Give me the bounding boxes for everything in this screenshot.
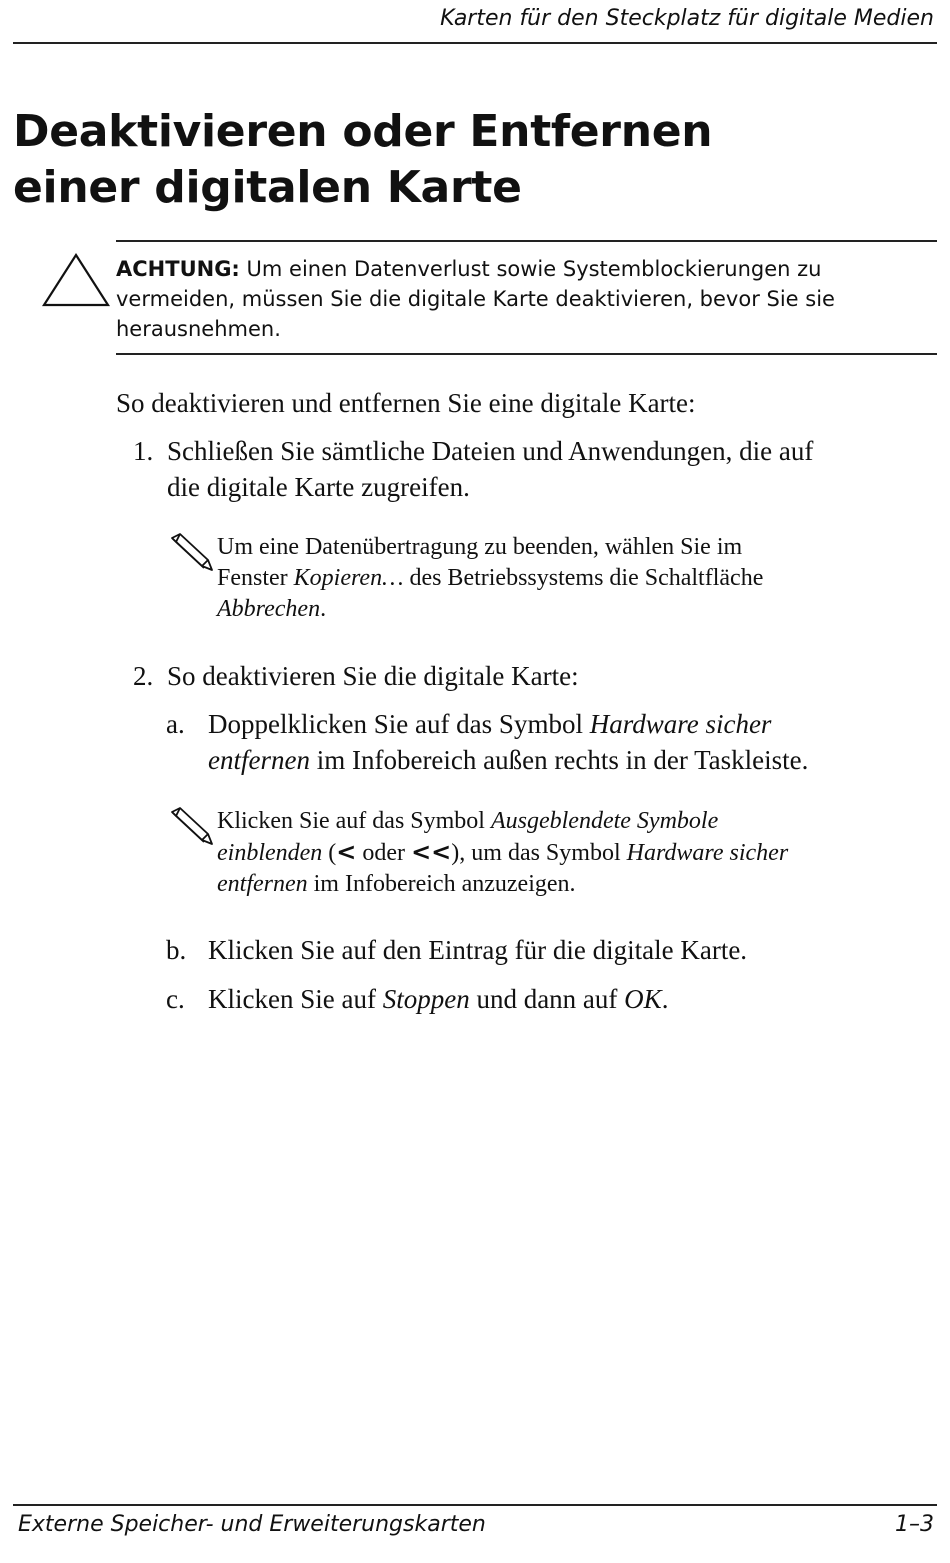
page-number: 1–3 bbox=[895, 1512, 934, 1537]
page-title bbox=[13, 104, 712, 216]
note-2-symbol-name: Ausgeblendete Symbole bbox=[490, 808, 719, 834]
note-2-symbol-name: entfernen bbox=[217, 871, 308, 897]
note-2-text-part: ( bbox=[322, 840, 337, 866]
caution-text: Um einen Datenverlust sowie Systemblockierungen zu vermeiden, müssen Sie die digitale Karte deaktivieren, bevor Sie sie herausnehmen. bbox=[116, 257, 835, 341]
step-2c-text-part: und dann auf bbox=[469, 984, 625, 1014]
step-number: 2. bbox=[133, 661, 154, 691]
step-2a-text-part: im Infobereich außen rechts in der Taskleiste. bbox=[309, 745, 809, 775]
note-2-text-part: im Infobereich anzuzeigen. bbox=[307, 871, 576, 897]
step-text: So deaktivieren Sie die digitale Karte: bbox=[167, 661, 579, 691]
step-2a-symbol-name: Hardware sicher bbox=[589, 709, 772, 739]
note-2-symbol-name: Hardware sicher bbox=[626, 840, 789, 866]
note-2-text-part: ), um das Symbol bbox=[451, 840, 627, 866]
note-2-chevron: << bbox=[411, 838, 452, 866]
note-2-text-part: oder bbox=[356, 840, 412, 866]
pencil-note-icon bbox=[166, 806, 214, 846]
substep-text: Klicken Sie auf den Eintrag für die digitale Karte. bbox=[208, 935, 748, 965]
note-2-chevron: < bbox=[336, 838, 357, 866]
running-header: Karten für den Steckplatz für digitale Medien bbox=[440, 6, 934, 31]
step-2a-text-part: Doppelklicken Sie auf das Symbol bbox=[208, 709, 590, 739]
note-1-window-name: Kopieren… bbox=[293, 565, 404, 591]
note-1-text bbox=[217, 532, 897, 625]
footer-chapter-title: Externe Speicher- und Erweiterungskarten bbox=[18, 1512, 486, 1537]
note-1-text-part: . bbox=[320, 596, 327, 622]
page-title-line-2: einer digitalen Karte bbox=[13, 162, 522, 213]
note-2-text bbox=[217, 806, 897, 900]
step-number: 1. bbox=[133, 436, 154, 466]
substep-text bbox=[208, 706, 948, 778]
substep-letter: b. bbox=[166, 935, 187, 965]
warning-triangle-icon bbox=[41, 252, 111, 308]
note-2-symbol-name: einblenden bbox=[217, 840, 323, 866]
substep-letter: a. bbox=[166, 709, 185, 739]
note-1-button-name: Abbrechen bbox=[217, 596, 321, 622]
caution-rule-top bbox=[116, 240, 937, 242]
page-title-line-1: Deaktivieren oder Entfernen bbox=[13, 106, 713, 157]
note-1-text-part: Fenster bbox=[217, 565, 294, 591]
pencil-note-icon bbox=[166, 532, 214, 572]
substep-text bbox=[208, 981, 948, 1017]
note-1-line-1: Um eine Datenübertragung zu beenden, wählen Sie im bbox=[217, 534, 743, 560]
ok-button-name: OK bbox=[624, 984, 662, 1014]
caution-rule-bottom bbox=[116, 353, 937, 355]
substep-letter: c. bbox=[166, 984, 185, 1014]
step-2c-text-part: Klicken Sie auf bbox=[208, 984, 383, 1014]
header-rule bbox=[13, 42, 937, 44]
note-2-text-part: Klicken Sie auf das Symbol bbox=[217, 808, 491, 834]
caution-box bbox=[116, 254, 896, 344]
caution-label: ACHTUNG: bbox=[116, 257, 240, 281]
step-1-line-1: Schließen Sie sämtliche Dateien und Anwendungen, die auf bbox=[167, 436, 814, 466]
intro-text: So deaktivieren und entfernen Sie eine digitale Karte: bbox=[116, 388, 696, 418]
step-2a-symbol-name: entfernen bbox=[208, 745, 310, 775]
step-1-line-2: die digitale Karte zugreifen. bbox=[167, 472, 470, 502]
stop-button-name: Stoppen bbox=[382, 984, 470, 1014]
footer-rule bbox=[13, 1504, 937, 1506]
step-text bbox=[167, 433, 927, 505]
step-2c-text-part: . bbox=[661, 984, 669, 1014]
note-1-text-part: des Betriebssystems die Schaltfläche bbox=[403, 565, 764, 591]
